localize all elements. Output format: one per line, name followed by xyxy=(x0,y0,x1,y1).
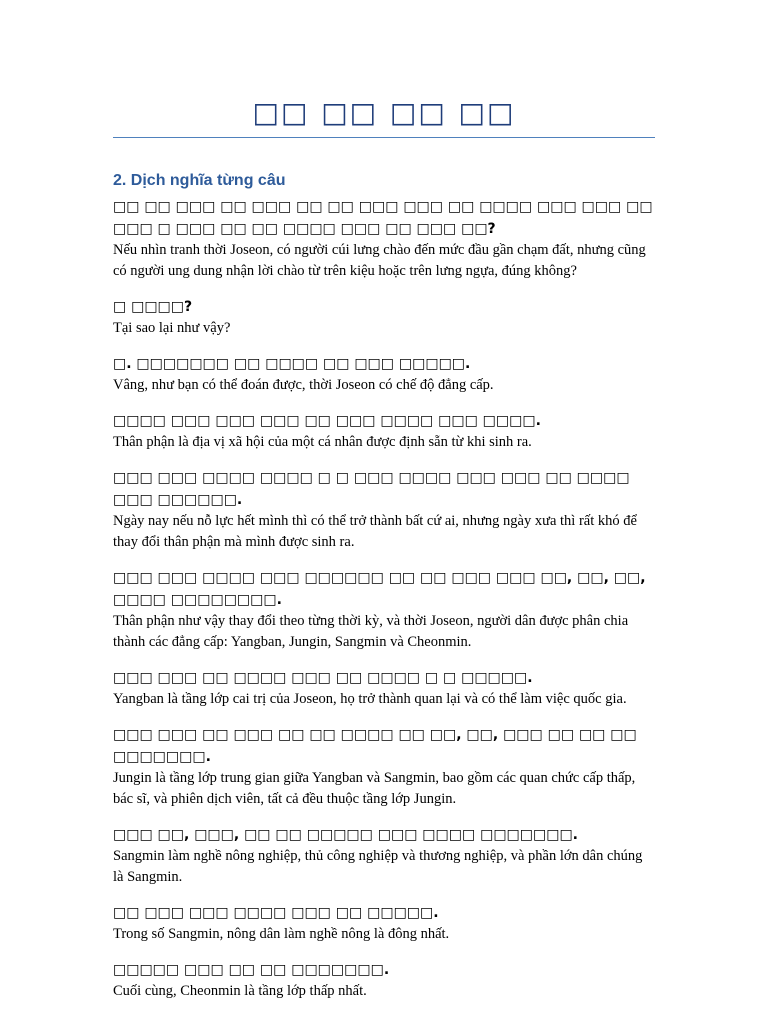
korean-sentence: □□□ □□□ □□ □□□ □□ □□ □□□□ □□ □□, □□, □□□ □□ □□ □□ □□□□□□□. xyxy=(113,727,637,765)
sentence-pair-3 xyxy=(113,353,655,396)
vietnamese-translation: Thân phận là địa vị xã hội của một cá nhân được định sẵn từ khi sinh ra. xyxy=(113,434,532,450)
vietnamese-translation: Thân phận như vậy thay đổi theo từng thời kỳ, và thời Joseon, người dân được phân chia thành các đẳng cấp: Yangban, Jungin, Sangmin và Cheonmin. xyxy=(113,613,629,650)
korean-sentence: □□□ □□□ □□□□ □□□□ □ □ □□□ □□□□ □□□ □□□ □□ □□□□ □□□ □□□□□□. xyxy=(113,470,630,508)
korean-sentence: □□□□ □□□ □□□ □□□ □□ □□□ □□□□ □□□ □□□□. xyxy=(113,413,541,429)
korean-sentence: □□ □□□ □□□ □□□□ □□□ □□ □□□□□. xyxy=(113,905,439,921)
korean-sentence: □. □□□□□□□ □□ □□□□ □□ □□□ □□□□□. xyxy=(113,356,471,372)
vietnamese-translation: Trong số Sangmin, nông dân làm nghề nông là đông nhất. xyxy=(113,926,450,942)
sentence-pair-11 xyxy=(113,959,655,1002)
vietnamese-translation: Sangmin làm nghề nông nghiệp, thủ công nghiệp và thương nghiệp, và phần lớn dân chúng là Sangmin. xyxy=(113,848,643,885)
korean-sentence: □ □□□□? xyxy=(113,299,193,315)
vietnamese-translation: Jungin là tầng lớp trung gian giữa Yangban và Sangmin, bao gồm các quan chức cấp thấp, bác sĩ, và phiên dịch viên, tất cả đều thuộc tầng lớp Jungin. xyxy=(113,770,636,807)
vietnamese-translation: Cuối cùng, Cheonmin là tầng lớp thấp nhất. xyxy=(113,983,367,999)
vietnamese-translation: Tại sao lại như vậy? xyxy=(113,320,231,336)
sentence-pair-2 xyxy=(113,296,655,339)
sentence-pair-1 xyxy=(113,196,655,282)
korean-sentence: □□□ □□□ □□□□ □□□ □□□□□□ □□ □□ □□□ □□□ □□, □□, □□, □□□□ □□□□□□□□. xyxy=(113,570,646,608)
section-heading: 2. Dịch nghĩa từng câu xyxy=(113,172,286,189)
korean-sentence: □□□ □□□ □□ □□□□ □□□ □□ □□□□ □ □ □□□□□. xyxy=(113,670,533,686)
title-divider xyxy=(113,137,655,138)
sentence-pair-8 xyxy=(113,724,655,810)
korean-sentence: □□□□□ □□□ □□ □□ □□□□□□□. xyxy=(113,962,390,978)
document-body xyxy=(113,170,655,1016)
vietnamese-translation: Vâng, như bạn có thể đoán được, thời Joseon có chế độ đẳng cấp. xyxy=(113,377,494,393)
sentence-pair-4 xyxy=(113,410,655,453)
vietnamese-translation: Yangban là tầng lớp cai trị của Joseon, họ trở thành quan lại và có thể làm việc quốc gia. xyxy=(113,691,627,707)
sentence-pair-6 xyxy=(113,567,655,653)
vietnamese-translation: Nếu nhìn tranh thời Joseon, có người cúi lưng chào đến mức đầu gần chạm đất, nhưng cũng có người ung dung nhận lời chào từ trên kiệu hoặc trên lưng ngựa, đúng không? xyxy=(113,242,646,279)
vietnamese-translation: Ngày nay nếu nỗ lực hết mình thì có thể trở thành bất cứ ai, nhưng ngày xưa thì rất khó để thay đổi thân phận mà mình được sinh ra. xyxy=(113,513,637,550)
korean-sentence: □□ □□ □□□ □□ □□□ □□ □□ □□□ □□□ □□ □□□□ □□□ □□□ □□ □□□ □ □□□ □□ □□ □□□□ □□□ □□ □□□ □□? xyxy=(113,199,653,237)
korean-sentence: □□□ □□, □□□, □□ □□ □□□□□ □□□ □□□□ □□□□□□□. xyxy=(113,827,579,843)
document-title: □□ □□ □□ □□ xyxy=(252,96,516,129)
sentence-pair-5 xyxy=(113,467,655,553)
sentence-pair-9 xyxy=(113,824,655,888)
sentence-pair-10 xyxy=(113,902,655,945)
sentence-pair-7 xyxy=(113,667,655,710)
